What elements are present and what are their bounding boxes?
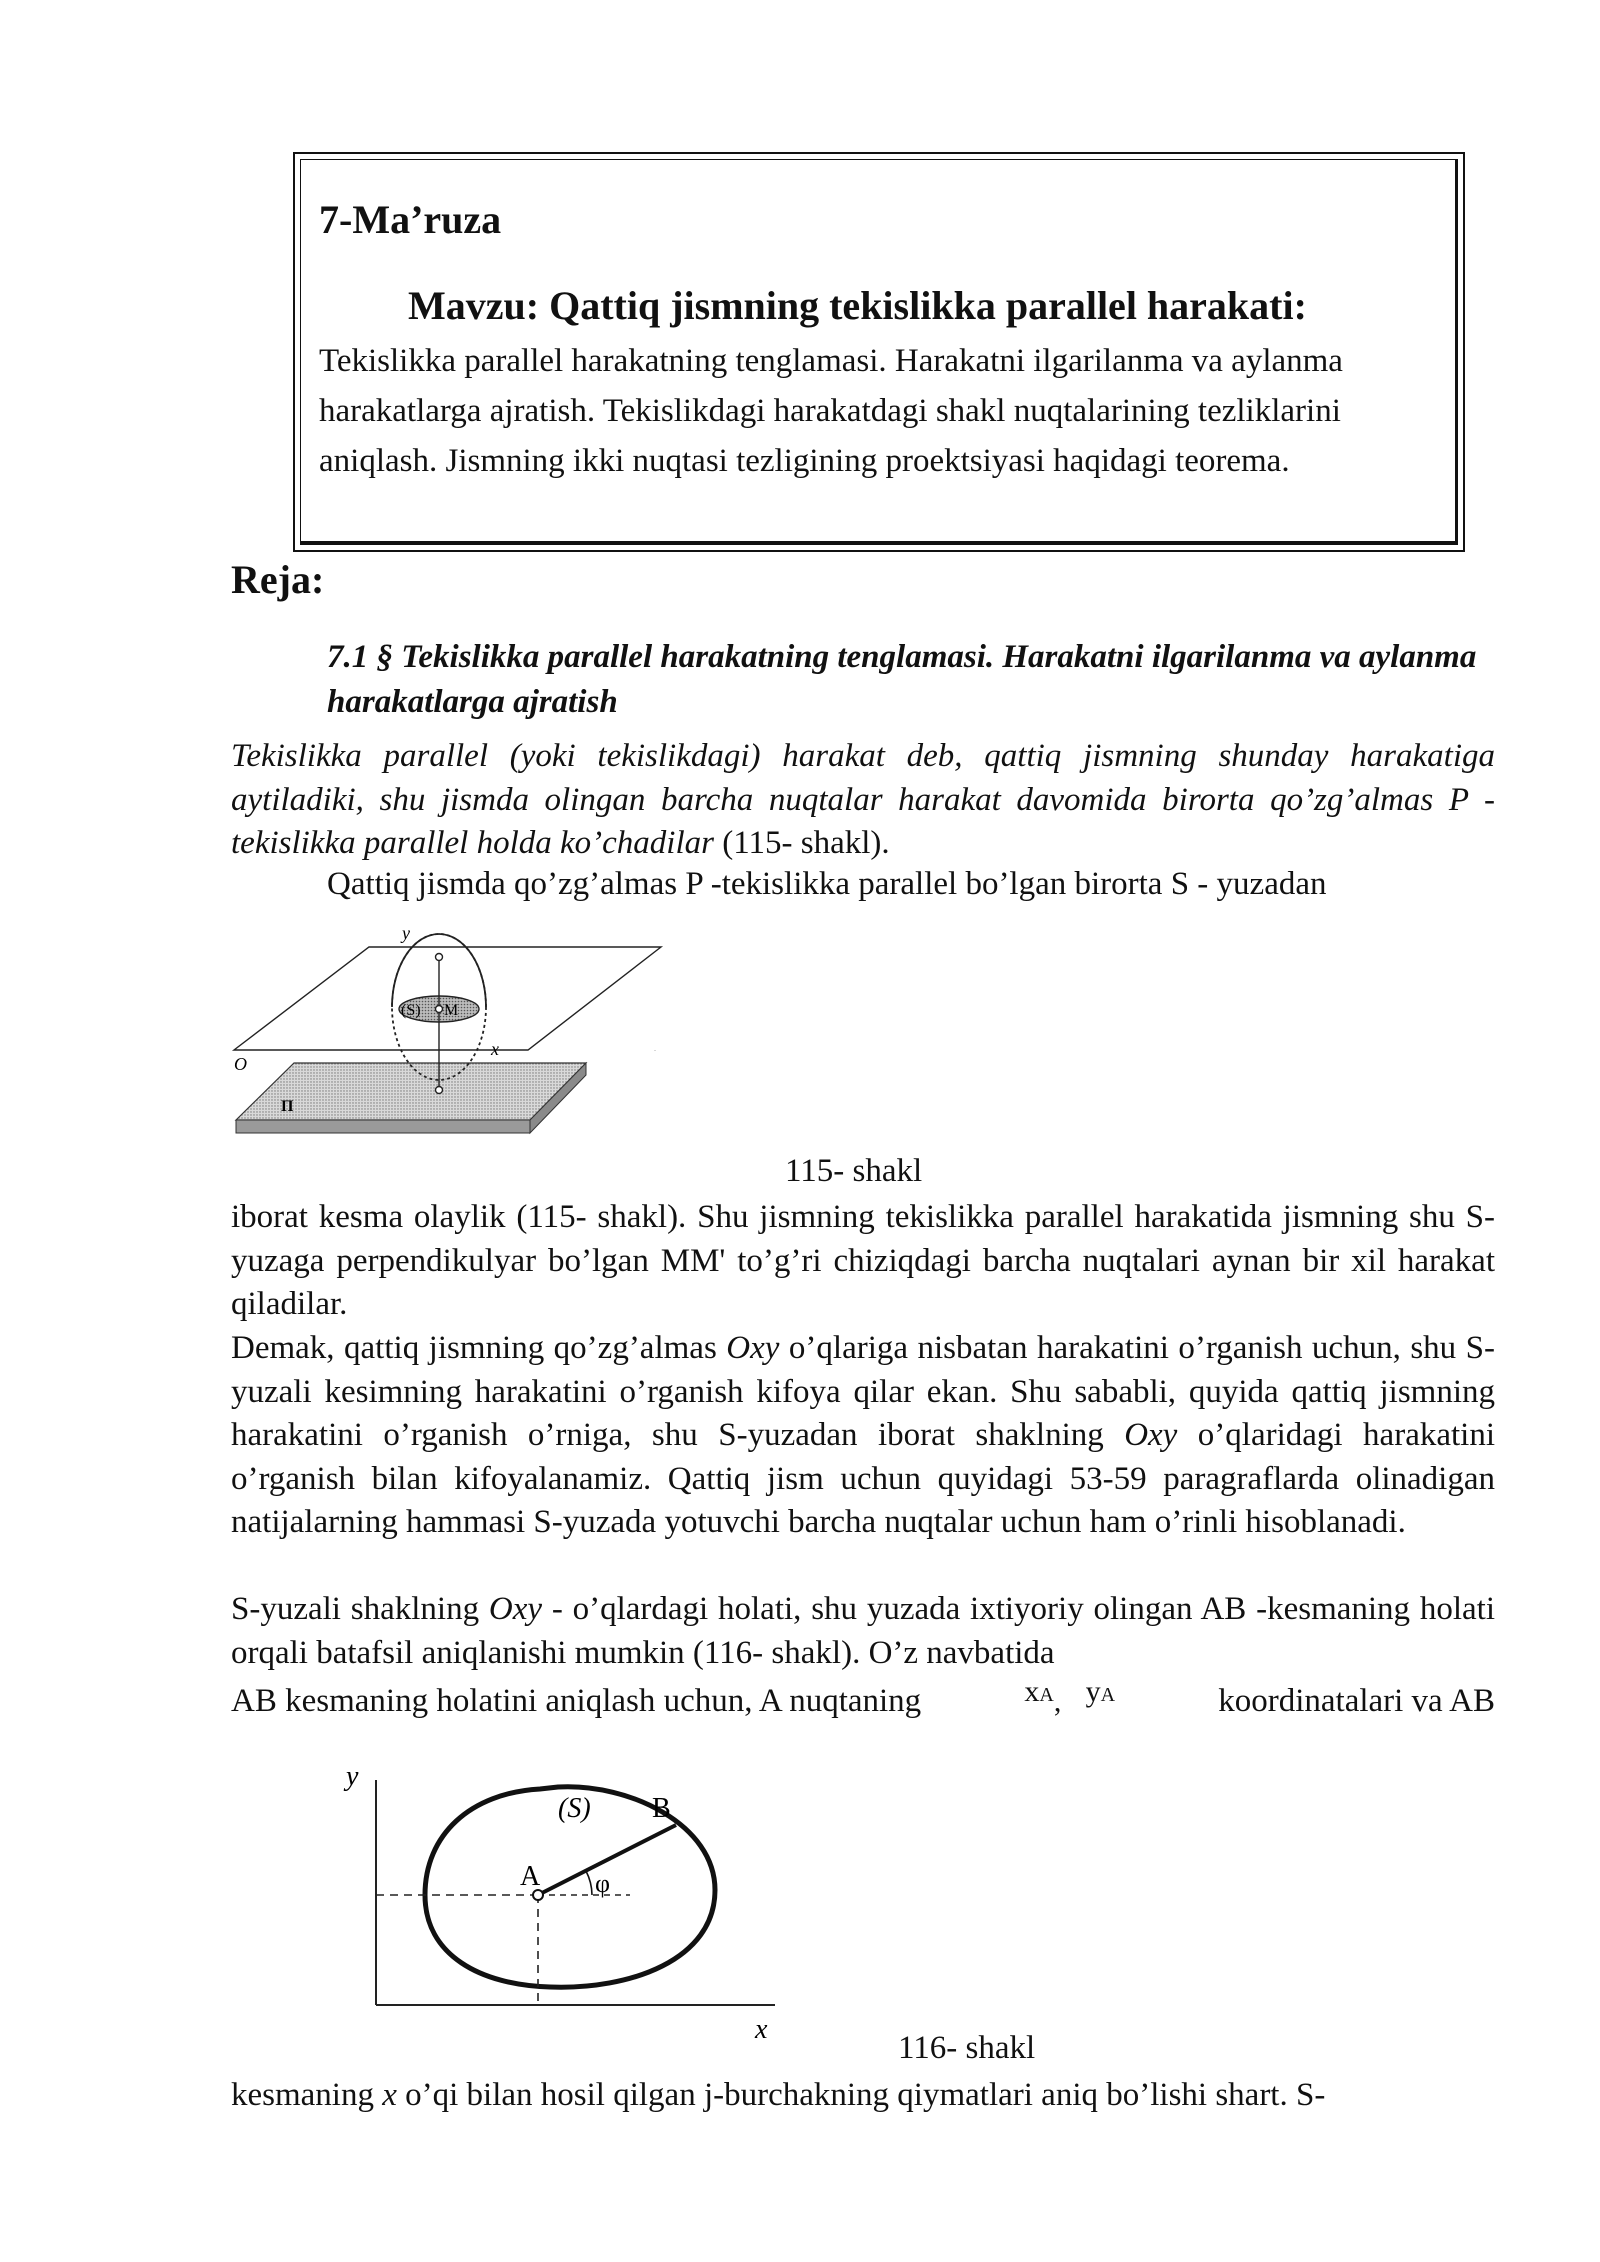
topic-title: Mavzu: Qattiq jismning tekislikka parallel harakati:: [408, 283, 1307, 328]
plan-label: Reja:: [231, 557, 325, 602]
definition-paragraph: [231, 735, 1495, 866]
figure-116: [330, 1755, 790, 2050]
topic-box: [293, 152, 1465, 552]
point-m: [436, 1006, 443, 1013]
section-title: 7.1 § Tekislikka parallel harakatning tenglamasi. Harakatni ilgarilanma va aylanma harakatlarga ajratish: [327, 639, 1477, 720]
label-pi: П: [281, 1098, 294, 1115]
label-x: x: [491, 1039, 499, 1059]
p5-text-b: - o’qlardagi holati, shu yuzada ixtiyoriy olingan AB -kesmaning holati orqali batafsil aniqlanishi mumkin (116- shakl). O’z navbatida: [231, 1591, 1495, 1671]
xa-sub: A: [1039, 1684, 1054, 1706]
p5-oxy: Oxy: [488, 1591, 543, 1627]
topic-box-inner: [300, 159, 1458, 545]
ya-sub: A: [1100, 1684, 1116, 1706]
point-m-prime: [436, 1087, 443, 1094]
paragraph-3: iborat kesma olaylik (115- shakl). Shu jismning tekislikka parallel harakatida jismning shu S-yuzaga perpendikulyar bo’lgan MM' to’g’ri chiziqdagi barcha nuqtalari aynan bir xil harakat qiladilar.: [231, 1199, 1495, 1322]
figure-dot: .: [654, 1044, 656, 1053]
p4-text-a: Demak, qattiq jismning qo’zg’almas: [231, 1330, 727, 1366]
point-top: [436, 954, 443, 961]
coords-xa-ya: [1024, 1670, 1115, 1718]
label-b: B: [652, 1793, 671, 1824]
p4-oxy-1: Oxy: [726, 1330, 780, 1366]
paragraph-5-line-3: [231, 1675, 1495, 1728]
p5-text-a: S-yuzali shaklning: [231, 1591, 489, 1627]
label-s: (S): [401, 1002, 421, 1019]
paragraph-5: [231, 1588, 1495, 1676]
p4-text-b: o’qlariga nisbatan harakatini o’rganish uchun, shu S-yuzali kesimning harakatini o’rganish kifoya qilar ekan. Shu sababli, quyida qattiq jismning harakatini o’rganish o’rniga, shu S-yuzadan iborat shaklning: [231, 1330, 1496, 1453]
topic-description: Tekislikka parallel harakatning tenglamasi. Harakatni ilgarilanma va aylanma harakatlarga ajratish. Tekislikdagi harakatdagi shakl nuqtalarining tezliklarini aniqlash. Jismning ikki nuqtasi tezligining proektsiyasi haqidagi teorema.: [319, 343, 1343, 479]
label-y: y: [346, 1761, 359, 1792]
paragraph-2-start: Qattiq jismda qo’zg’almas P -tekislikka parallel bo’lgan birorta S - yuzadan: [327, 866, 1327, 902]
p5-line3-a: AB kesmaning holatini aniqlash uchun, A nuqtaning: [231, 1683, 922, 1719]
p5-line3-b: koordinatalari va AB: [1218, 1683, 1495, 1719]
p6-x: x: [382, 2077, 397, 2113]
label-o: O: [234, 1054, 247, 1074]
label-phi: φ: [595, 1869, 611, 1898]
p6-text-b: o’qi bilan hosil qilgan j-burchakning qiymatlari aniq bo’lishi shart. S-: [396, 2077, 1326, 2113]
ya-base: y: [1085, 1675, 1101, 1708]
figure-115-caption: 115- shakl: [785, 1153, 923, 1189]
base-slab-front: [236, 1120, 530, 1133]
paragraph-6: [231, 2074, 1495, 2118]
definition-ref: (115- shakl).: [713, 825, 890, 861]
phi-arc: [586, 1871, 592, 1895]
figure-116-caption: 116- shakl: [898, 2030, 1036, 2066]
p6-text-a: kesmaning: [231, 2077, 383, 2113]
p4-oxy-2: Oxy: [1124, 1417, 1178, 1453]
label-m: M: [444, 1002, 459, 1019]
xa-base: x: [1024, 1675, 1040, 1708]
label-a: A: [520, 1861, 541, 1892]
label-y: y: [402, 925, 410, 943]
p4-text-c: o’qlaridagi harakatini o’rganish bilan kifoyalanamiz. Qattiq jism uchun quyidagi 53-59 paragraflarda olinadigan natijalarning hammasi S-yuzada yotuvchi barcha nuqtalar uchun ham o’rinli hisoblanadi.: [231, 1417, 1495, 1540]
lecture-number: 7-Ma’ruza: [319, 197, 502, 242]
label-s: (S): [558, 1793, 591, 1824]
paragraph-4: [231, 1327, 1495, 1545]
label-x: x: [755, 2014, 768, 2045]
coord-comma: ,: [1053, 1685, 1062, 1718]
definition-text: Tekislikka parallel (yoki tekislikdagi) harakat deb, qattiq jismning shunday harakatiga aytiladiki, shu jismda olingan barcha nuqtalar harakat davomida birorta qo’zg’almas P -tekislikka parallel holda ko’chadilar: [231, 738, 1495, 861]
figure-115: [226, 925, 666, 1150]
